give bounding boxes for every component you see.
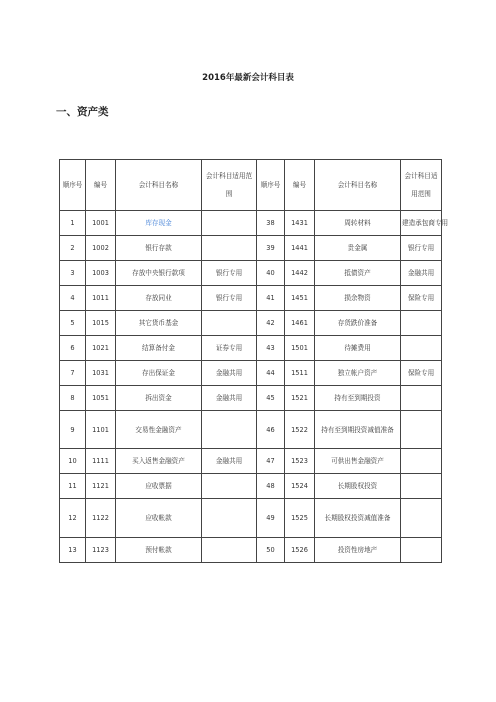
cell-scope-2 xyxy=(401,538,442,563)
cell-seq-2: 39 xyxy=(257,236,285,261)
cell-seq-2: 48 xyxy=(257,474,285,499)
cell-account-name: 预付帐款 xyxy=(116,538,202,563)
cell-code: 1121 xyxy=(86,474,116,499)
table-row xyxy=(60,311,442,336)
section-heading: 一、资产类 xyxy=(56,106,109,118)
table-row xyxy=(60,236,442,261)
cell-code-2: 1442 xyxy=(285,261,315,286)
cell-code-2: 1441 xyxy=(285,236,315,261)
cell-seq: 1 xyxy=(60,211,86,236)
header-scope: 会计科目适用范围 xyxy=(202,160,257,211)
cell-scope xyxy=(202,411,257,449)
cell-seq: 5 xyxy=(60,311,86,336)
cell-account-name: 银行存款 xyxy=(116,236,202,261)
cell-account-name-2: 独立帐户资产 xyxy=(315,361,401,386)
cell-seq-2: 42 xyxy=(257,311,285,336)
cell-scope-2 xyxy=(401,474,442,499)
cell-seq-2: 38 xyxy=(257,211,285,236)
cell-code: 1031 xyxy=(86,361,116,386)
cell-scope-2: 建造承包商专用 xyxy=(401,211,442,236)
cell-account-name-2: 投资性房地产 xyxy=(315,538,401,563)
cell-scope xyxy=(202,211,257,236)
cell-scope-2: 银行专用 xyxy=(401,236,442,261)
cell-scope-2 xyxy=(401,336,442,361)
table-row xyxy=(60,386,442,411)
cell-account-name-2: 持有至到期投资 xyxy=(315,386,401,411)
cell-seq: 6 xyxy=(60,336,86,361)
cell-scope-2 xyxy=(401,311,442,336)
cell-seq: 7 xyxy=(60,361,86,386)
cell-scope xyxy=(202,499,257,538)
cell-code: 1003 xyxy=(86,261,116,286)
cell-account-name: 结算备付金 xyxy=(116,336,202,361)
cell-seq: 9 xyxy=(60,411,86,449)
cell-code: 1015 xyxy=(86,311,116,336)
cell-code-2: 1526 xyxy=(285,538,315,563)
cell-seq: 11 xyxy=(60,474,86,499)
cell-code-2: 1451 xyxy=(285,286,315,311)
cell-account-name-2: 损余物资 xyxy=(315,286,401,311)
cell-seq: 2 xyxy=(60,236,86,261)
cell-code: 1021 xyxy=(86,336,116,361)
cell-seq-2: 46 xyxy=(257,411,285,449)
cell-account-name-2: 周转材料 xyxy=(315,211,401,236)
header-seq: 顺序号 xyxy=(60,160,86,211)
cell-seq: 3 xyxy=(60,261,86,286)
cell-code-2: 1525 xyxy=(285,499,315,538)
cell-code-2: 1431 xyxy=(285,211,315,236)
cell-code: 1122 xyxy=(86,499,116,538)
document-title: 2016年最新会计科目表 xyxy=(202,73,294,83)
table-row xyxy=(60,361,442,386)
table-row xyxy=(60,286,442,311)
cell-scope-2 xyxy=(401,499,442,538)
cell-code: 1002 xyxy=(86,236,116,261)
cell-code-2: 1523 xyxy=(285,449,315,474)
cell-scope: 银行专用 xyxy=(202,261,257,286)
cell-seq-2: 47 xyxy=(257,449,285,474)
table-row xyxy=(60,336,442,361)
cell-account-name-2: 长期股权投资减值准备 xyxy=(315,499,401,538)
cell-seq: 12 xyxy=(60,499,86,538)
header-account-name: 会计科目名称 xyxy=(116,160,202,211)
cell-code: 1011 xyxy=(86,286,116,311)
cell-seq: 4 xyxy=(60,286,86,311)
cell-code: 1001 xyxy=(86,211,116,236)
cell-scope xyxy=(202,538,257,563)
cell-scope: 金融共用 xyxy=(202,449,257,474)
cell-seq-2: 50 xyxy=(257,538,285,563)
table-row xyxy=(60,499,442,538)
cell-account-name: 交易性金融资产 xyxy=(116,411,202,449)
cell-scope: 金融共用 xyxy=(202,386,257,411)
cell-code-2: 1524 xyxy=(285,474,315,499)
cell-code-2: 1522 xyxy=(285,411,315,449)
table-row xyxy=(60,261,442,286)
header-seq-2: 顺序号 xyxy=(257,160,285,211)
cell-seq-2: 41 xyxy=(257,286,285,311)
cell-account-name-2: 贵金属 xyxy=(315,236,401,261)
cell-scope xyxy=(202,236,257,261)
cell-account-name: 存放中央银行款项 xyxy=(116,261,202,286)
cell-account-name-2: 待摊费用 xyxy=(315,336,401,361)
cell-account-name: 应收票据 xyxy=(116,474,202,499)
cell-scope: 银行专用 xyxy=(202,286,257,311)
header-scope-2: 会计科目适用范围 xyxy=(401,160,442,211)
cell-seq: 8 xyxy=(60,386,86,411)
cell-account-name-2: 持有至到期投资减值准备 xyxy=(315,411,401,449)
cell-scope xyxy=(202,311,257,336)
cell-account-name: 拆出资金 xyxy=(116,386,202,411)
table-row xyxy=(60,211,442,236)
cell-scope xyxy=(202,474,257,499)
header-code: 编号 xyxy=(86,160,116,211)
cell-seq: 10 xyxy=(60,449,86,474)
table-row xyxy=(60,449,442,474)
cell-seq-2: 44 xyxy=(257,361,285,386)
cell-seq-2: 49 xyxy=(257,499,285,538)
cell-code: 1051 xyxy=(86,386,116,411)
header-account-name-2: 会计科目名称 xyxy=(315,160,401,211)
cell-code: 1111 xyxy=(86,449,116,474)
cell-seq-2: 43 xyxy=(257,336,285,361)
cell-account-name: 存放同业 xyxy=(116,286,202,311)
cell-account-name: 应收帐款 xyxy=(116,499,202,538)
cell-scope-2: 保险专用 xyxy=(401,286,442,311)
cell-account-name: 买入返售金融资产 xyxy=(116,449,202,474)
cell-code-2: 1461 xyxy=(285,311,315,336)
cell-account-name-2: 抵债资产 xyxy=(315,261,401,286)
cell-account-name-link[interactable]: 库存现金 xyxy=(116,211,202,236)
cell-code-2: 1501 xyxy=(285,336,315,361)
cell-code: 1123 xyxy=(86,538,116,563)
cell-scope-2 xyxy=(401,386,442,411)
cell-account-name-2: 存货跌价准备 xyxy=(315,311,401,336)
table-row xyxy=(60,411,442,449)
cell-scope: 金融共用 xyxy=(202,361,257,386)
cell-account-name-2: 可供出售金融资产 xyxy=(315,449,401,474)
cell-code: 1101 xyxy=(86,411,116,449)
cell-seq-2: 40 xyxy=(257,261,285,286)
table-row xyxy=(60,474,442,499)
cell-scope: 证券专用 xyxy=(202,336,257,361)
cell-account-name-2: 长期股权投资 xyxy=(315,474,401,499)
cell-scope-2: 金融共用 xyxy=(401,261,442,286)
table-row xyxy=(60,538,442,563)
cell-account-name: 其它货币基金 xyxy=(116,311,202,336)
table-header-row xyxy=(60,160,442,211)
header-code-2: 编号 xyxy=(285,160,315,211)
cell-scope-2 xyxy=(401,411,442,449)
cell-seq: 13 xyxy=(60,538,86,563)
cell-account-name: 存出保证金 xyxy=(116,361,202,386)
cell-code-2: 1511 xyxy=(285,361,315,386)
cell-code-2: 1521 xyxy=(285,386,315,411)
cell-seq-2: 45 xyxy=(257,386,285,411)
cell-scope-2: 保险专用 xyxy=(401,361,442,386)
chart-of-accounts-table xyxy=(59,159,449,563)
cell-scope-2 xyxy=(401,449,442,474)
